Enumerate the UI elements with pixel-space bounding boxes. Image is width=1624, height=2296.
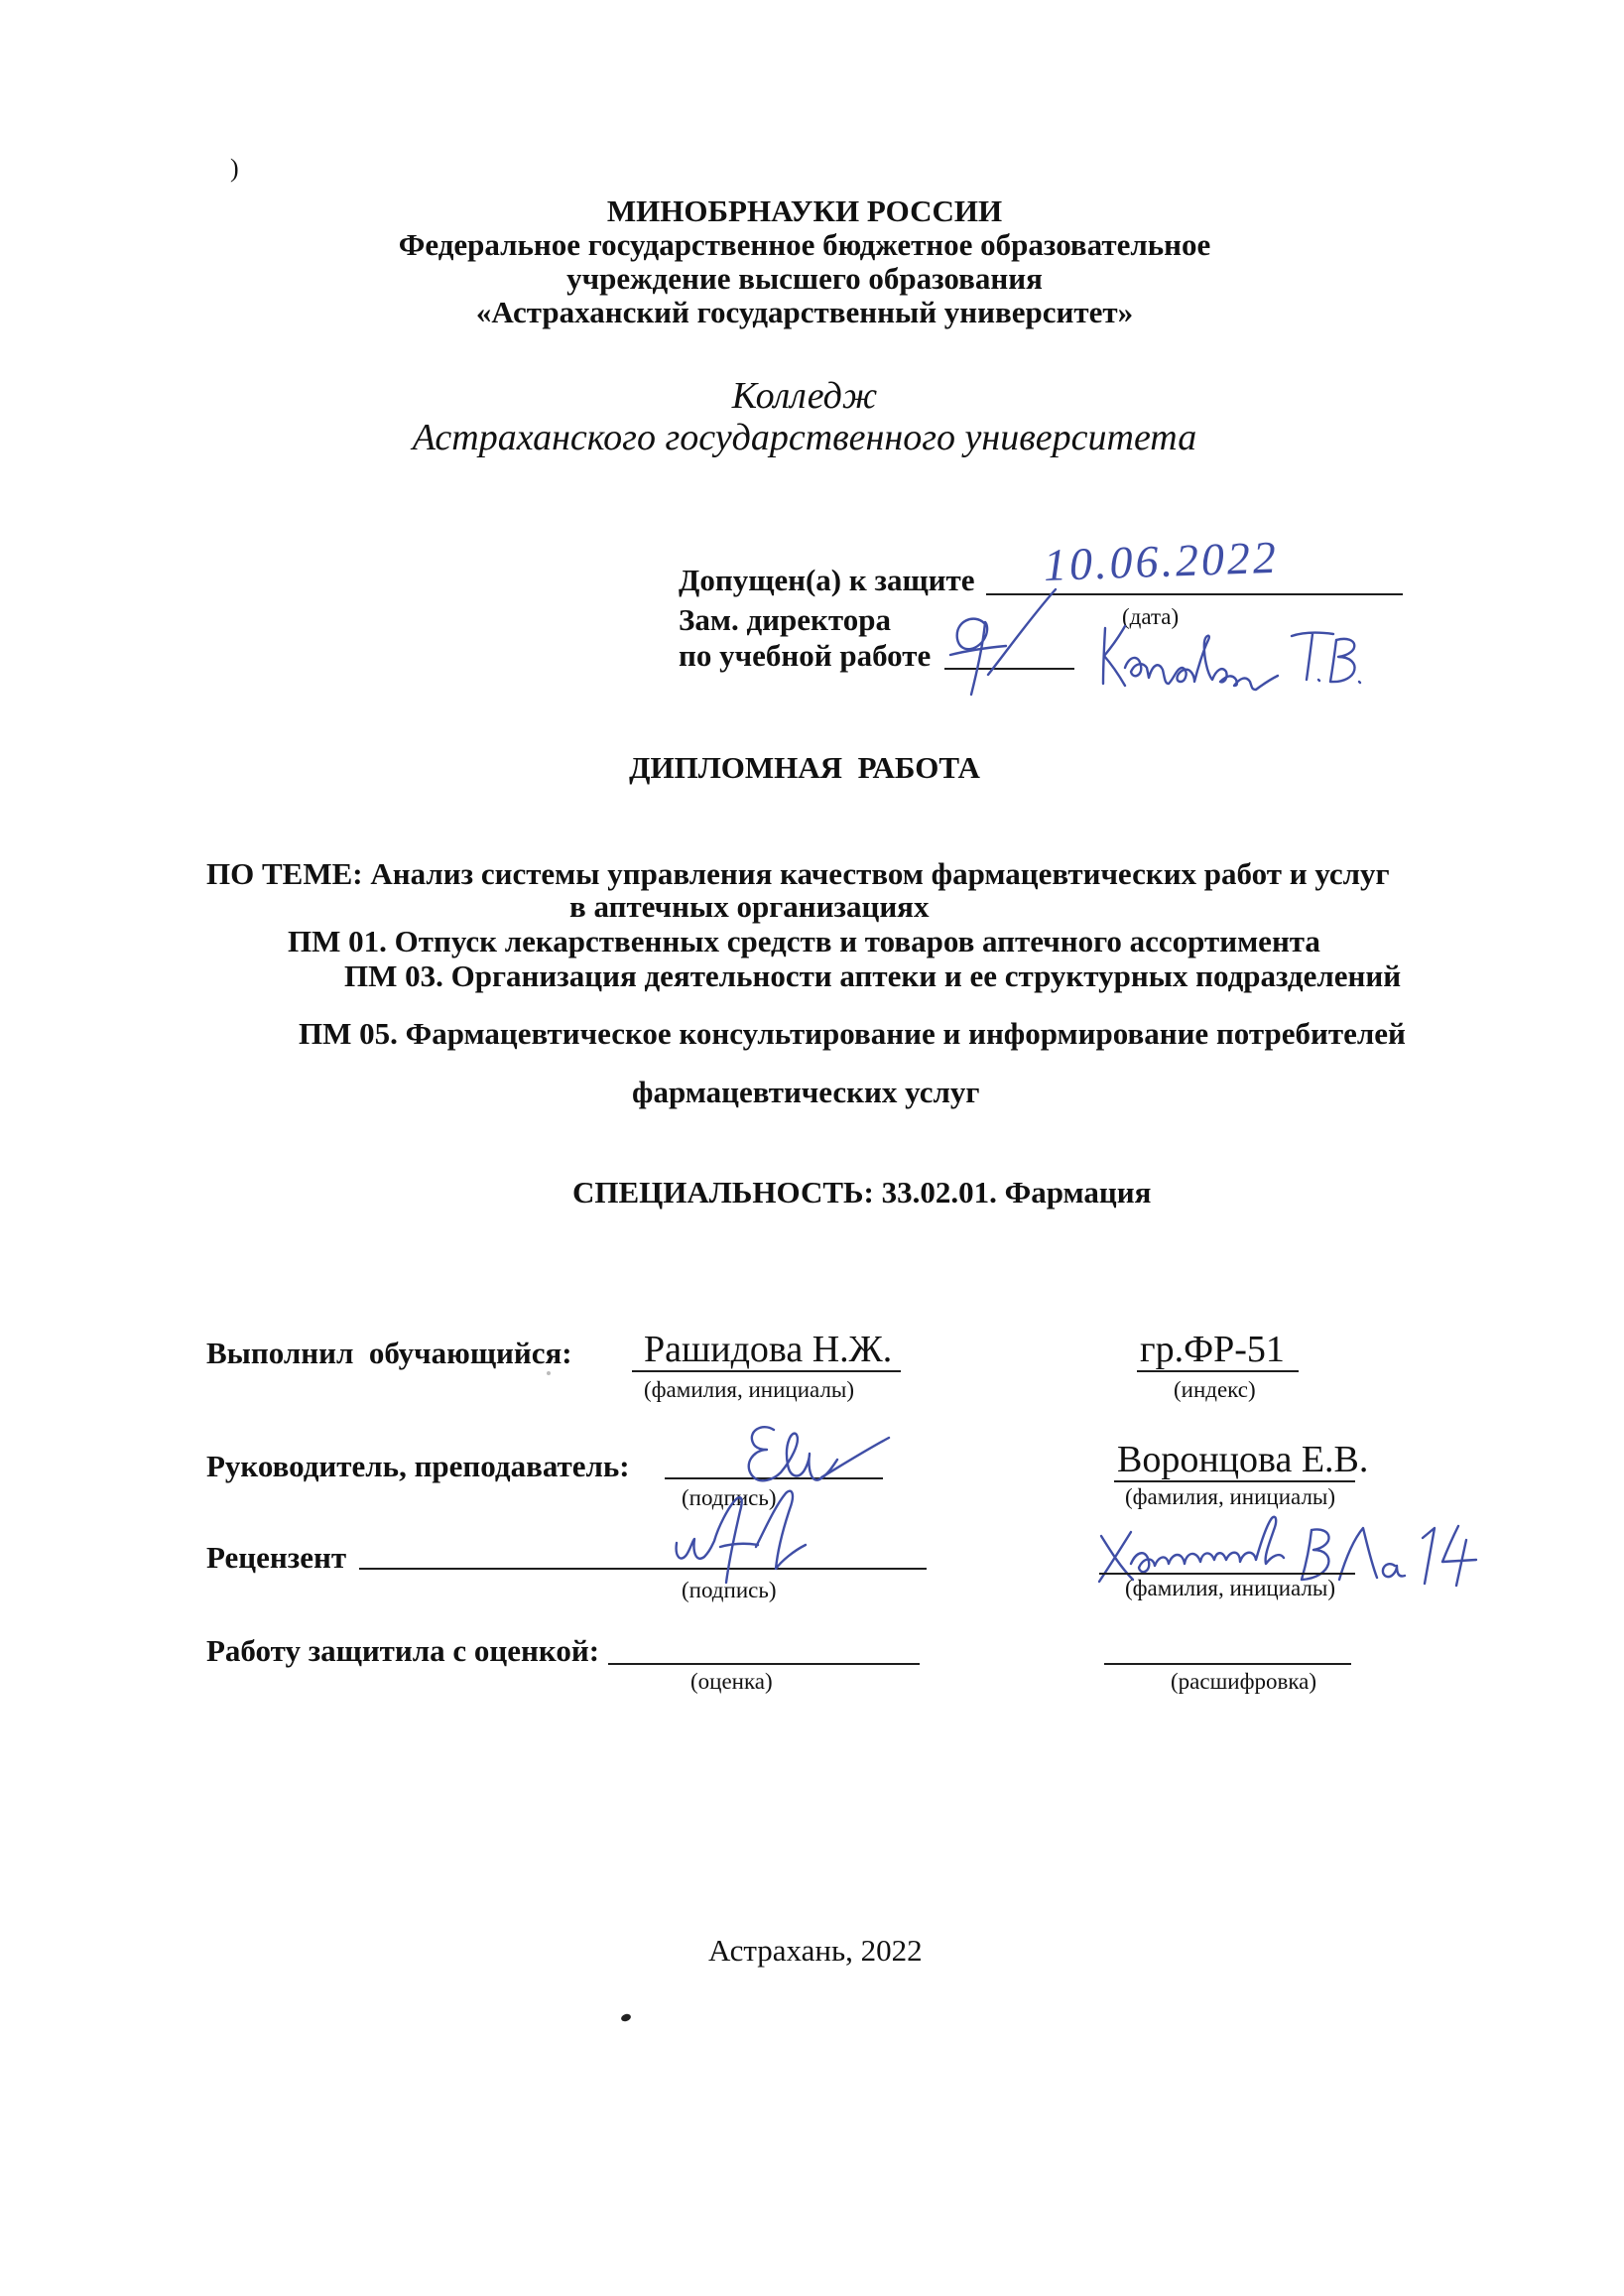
student-label: Выполнил обучающийся:: [206, 1336, 572, 1370]
signature-stroke: [988, 589, 1056, 675]
deputy-director-signature: [942, 585, 1062, 700]
college-line-2: Астраханского государственного университета: [412, 417, 1197, 458]
college-block: [0, 375, 1609, 458]
admitted-label: Допущен(а) к защите: [679, 563, 975, 597]
supervisor-signature-caption: (подпись): [682, 1485, 777, 1510]
student-group-underline: [1137, 1370, 1299, 1372]
document-title-block: [0, 751, 1609, 785]
handwriting-stroke: [1125, 636, 1278, 690]
supervisor-name-caption: (фамилия, инициалы): [1125, 1484, 1336, 1509]
stray-parenthesis: ): [230, 154, 239, 183]
grade-line: [608, 1663, 920, 1665]
signature-stroke: [950, 646, 1006, 655]
signature-stroke: [720, 1544, 758, 1547]
reviewer-label: Рецензент: [206, 1540, 347, 1575]
student-name-caption: (фамилия, инициалы): [644, 1377, 855, 1402]
reviewer-name-line: [1099, 1573, 1355, 1575]
handwriting-stroke: [1359, 682, 1360, 683]
supervisor-label: Руководитель, преподаватель:: [206, 1449, 630, 1483]
student-group-caption: (индекс): [1174, 1377, 1256, 1402]
topic-line: ПМ 05. Фармацевтическое консультирование и информирование потребителей: [299, 1016, 1406, 1051]
ink-dot: [620, 2013, 632, 2023]
signature-stroke: [821, 1438, 889, 1477]
reviewer-name-caption: (фамилия, инициалы): [1125, 1576, 1336, 1600]
handwriting-stroke: [1383, 1564, 1405, 1577]
student-name-underline: [632, 1370, 901, 1372]
reviewer-signature: [665, 1483, 843, 1593]
student-name: Рашидова Н.Ж.: [644, 1329, 893, 1370]
handwriting-stroke: [1318, 680, 1319, 681]
signature-stroke: [756, 1491, 806, 1569]
handwriting-stroke: [1442, 1526, 1476, 1586]
institution-line-1: Федеральное государственное бюджетное образовательное: [398, 227, 1211, 262]
grade-label: Работу защитила с оценкой:: [206, 1633, 600, 1668]
header-block: [0, 194, 1609, 329]
specialty: СПЕЦИАЛЬНОСТЬ: 33.02.01. Фармация: [572, 1175, 1152, 1210]
supervisor-name: Воронцова Е.В.: [1117, 1439, 1369, 1480]
college-line-1: Колледж: [731, 375, 878, 417]
city-year: Астрахань, 2022: [708, 1933, 923, 1968]
topic-line: ПМ 01. Отпуск лекарственных средств и товаров аптечного ассортимента: [288, 924, 1320, 958]
grade-decoding-caption: (расшифровка): [1171, 1669, 1317, 1694]
scan-speck: [547, 1371, 551, 1375]
supervisor-name-underline: [1114, 1480, 1355, 1482]
topic-line: ПМ 03. Организация деятельности аптеки и ее структурных подразделений: [344, 958, 1402, 993]
student-group: гр.ФР-51: [1140, 1329, 1285, 1370]
grade-caption: (оценка): [690, 1669, 773, 1694]
topic-line: фармацевтических услуг: [632, 1075, 980, 1109]
institution-line-2: учреждение высшего образования: [566, 261, 1043, 296]
document-title: ДИПЛОМНАЯ РАБОТА: [629, 750, 980, 785]
deputy-director-handwritten-name: [1091, 610, 1369, 704]
ministry-name: МИНОБРНАУКИ РОССИИ: [606, 193, 1003, 228]
handwriting-stroke: [1104, 626, 1125, 686]
signature-stroke: [749, 1427, 837, 1480]
topic-line: в аптечных организациях: [569, 889, 930, 924]
position-line-1: Зам. директора: [679, 602, 891, 637]
grade-decoding-line: [1104, 1663, 1351, 1665]
handwritten-date: 10.06.2022: [1043, 531, 1280, 590]
university-name: «Астраханский государственный университет»: [475, 295, 1134, 329]
handwriting-stroke: [1330, 639, 1354, 682]
reviewer-signature-caption: (подпись): [682, 1578, 777, 1602]
signature-stroke: [957, 619, 987, 695]
signature-stroke: [677, 1497, 742, 1583]
handwriting-stroke: [1292, 633, 1333, 680]
handwriting-stroke: [1131, 1517, 1284, 1573]
topic-line: ПО ТЕМЕ: Анализ системы управления качеством фармацевтических работ и услуг: [206, 856, 1390, 891]
handwriting-stroke: [1423, 1528, 1435, 1584]
position-line-2: по учебной работе: [679, 638, 932, 673]
date-caption: (дата): [1122, 604, 1180, 629]
